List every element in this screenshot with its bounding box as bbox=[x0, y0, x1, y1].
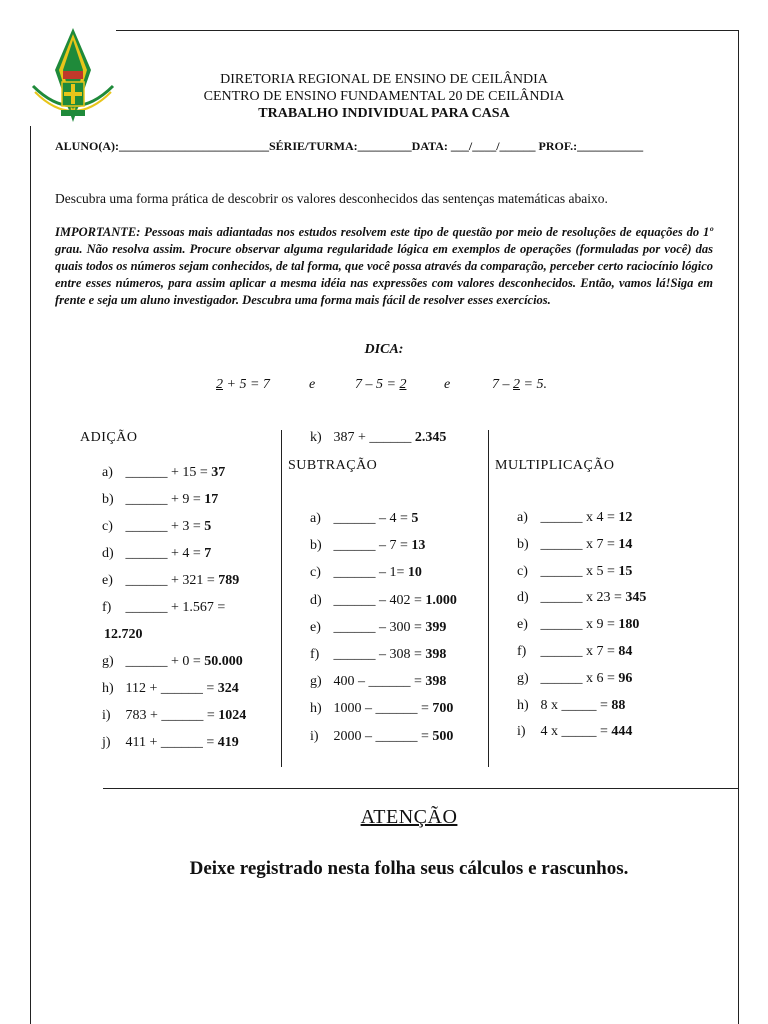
exercise-item[interactable]: e) ______ – 300 = 399 bbox=[310, 619, 447, 635]
exercise-item[interactable]: b) ______ + 9 = 17 bbox=[102, 492, 219, 507]
addition-title: ADIÇÃO bbox=[80, 430, 138, 445]
exercise-item[interactable]: i) 4 x _____ = 444 bbox=[517, 724, 633, 740]
hint-separator: e bbox=[444, 377, 451, 392]
exercise-item[interactable]: i) 2000 – ______ = 500 bbox=[310, 728, 454, 744]
instructions-text: Descubra uma forma prática de descobrir os valores desconhecidos das sentenças matemáticas abaixo. bbox=[55, 191, 608, 206]
exercise-item[interactable]: f) ______ + 1.567 = bbox=[102, 600, 226, 615]
exercise-item[interactable]: a) ______ x 4 = 12 bbox=[517, 510, 633, 525]
exercise-item[interactable]: c) ______ + 3 = 5 bbox=[102, 519, 212, 534]
exercise-item[interactable]: k) 387 + ______ 2.345 bbox=[310, 430, 447, 445]
exercise-item[interactable]: d) ______ x 23 = 345 bbox=[517, 590, 647, 606]
exercise-item[interactable]: a) ______ + 15 = 37 bbox=[102, 465, 226, 480]
attention-message: Deixe registrado nesta folha seus cálculos e rascunhos. bbox=[189, 858, 629, 879]
exercise-item[interactable]: e) ______ + 321 = 789 bbox=[102, 573, 240, 588]
exercise-item[interactable]: g) 400 – ______ = 398 bbox=[310, 674, 447, 690]
frame-left-line bbox=[30, 126, 31, 1024]
exercise-item[interactable]: d) ______ + 4 = 7 bbox=[102, 546, 212, 561]
important-note: IMPORTANTE: Pessoas mais adiantadas nos estudos resolvem este tipo de questão por meio de resoluções de equações do 1º grau. Não resolva assim. Procure observar alguma regularidade lógica em exemplos de operações (formuladas por você) das quais todos os números sejam conhecidos, de tal forma, que você possa através da comparação, perceber certo raciocínio lógico entre esses números, para assim aplicar a mesma idéia nas expressões com valores desconhecidos. Então, vamos lá!Siga em frente e seja um aluno investigador. Descubra uma forma mais fácil de resolver esses exercícios. bbox=[55, 225, 713, 307]
exercise-item[interactable]: b) ______ – 7 = 13 bbox=[310, 538, 426, 554]
exercise-item[interactable]: f) ______ – 308 = 398 bbox=[310, 647, 447, 662]
hint-separator: e bbox=[309, 377, 316, 392]
exercise-item[interactable]: f) ______ x 7 = 84 bbox=[517, 644, 633, 659]
column-divider bbox=[281, 430, 282, 767]
exercise-item[interactable]: e) ______ x 9 = 180 bbox=[517, 617, 640, 633]
exercise-item-continuation: 12.720 bbox=[104, 627, 143, 642]
exercise-item[interactable]: b) ______ x 7 = 14 bbox=[517, 536, 633, 552]
header-line-2: CENTRO DE ENSINO FUNDAMENTAL 20 DE CEILÂNDIA bbox=[203, 89, 565, 104]
exercise-item[interactable]: g) ______ + 0 = 50.000 bbox=[102, 654, 243, 669]
exercise-item[interactable]: d) ______ – 402 = 1.000 bbox=[310, 592, 457, 608]
hint-title: DICA: bbox=[364, 342, 404, 357]
hint-example-3: 7 – 2 = 5. bbox=[492, 377, 547, 392]
column-divider bbox=[488, 430, 489, 767]
exercise-item[interactable]: c) ______ – 1= 10 bbox=[310, 565, 422, 581]
hint-example-1: 2 + 5 = 7 bbox=[216, 377, 270, 392]
exercise-item[interactable]: i) 783 + ______ = 1024 bbox=[102, 708, 247, 723]
attention-heading: ATENÇÃO bbox=[360, 806, 458, 828]
hint-example-2: 7 – 5 = 2 bbox=[355, 377, 407, 392]
student-info-fields[interactable]: ALUNO(A):_________________________SÉRIE/TURMA:_________DATA: ___/____/______ PROF.:___________ bbox=[55, 139, 644, 153]
frame-top-line bbox=[116, 30, 739, 31]
multiplication-title: MULTIPLICAÇÃO bbox=[495, 458, 615, 473]
exercise-item[interactable]: j) 411 + ______ = 419 bbox=[102, 735, 239, 750]
exercise-item[interactable]: h) 112 + ______ = 324 bbox=[102, 681, 239, 696]
exercise-item[interactable]: c) ______ x 5 = 15 bbox=[517, 563, 633, 579]
exercise-item[interactable]: h) 8 x _____ = 88 bbox=[517, 697, 626, 713]
exercise-item[interactable]: a) ______ – 4 = 5 bbox=[310, 511, 419, 526]
header-line-1: DIRETORIA REGIONAL DE ENSINO DE CEILÂNDIA bbox=[220, 72, 548, 87]
header-title: TRABALHO INDIVIDUAL PARA CASA bbox=[258, 106, 510, 121]
subtraction-title: SUBTRAÇÃO bbox=[288, 458, 378, 473]
exercise-item[interactable]: h) 1000 – ______ = 700 bbox=[310, 701, 454, 717]
exercise-item[interactable]: g) ______ x 6 = 96 bbox=[517, 670, 633, 686]
section-divider bbox=[103, 788, 739, 789]
